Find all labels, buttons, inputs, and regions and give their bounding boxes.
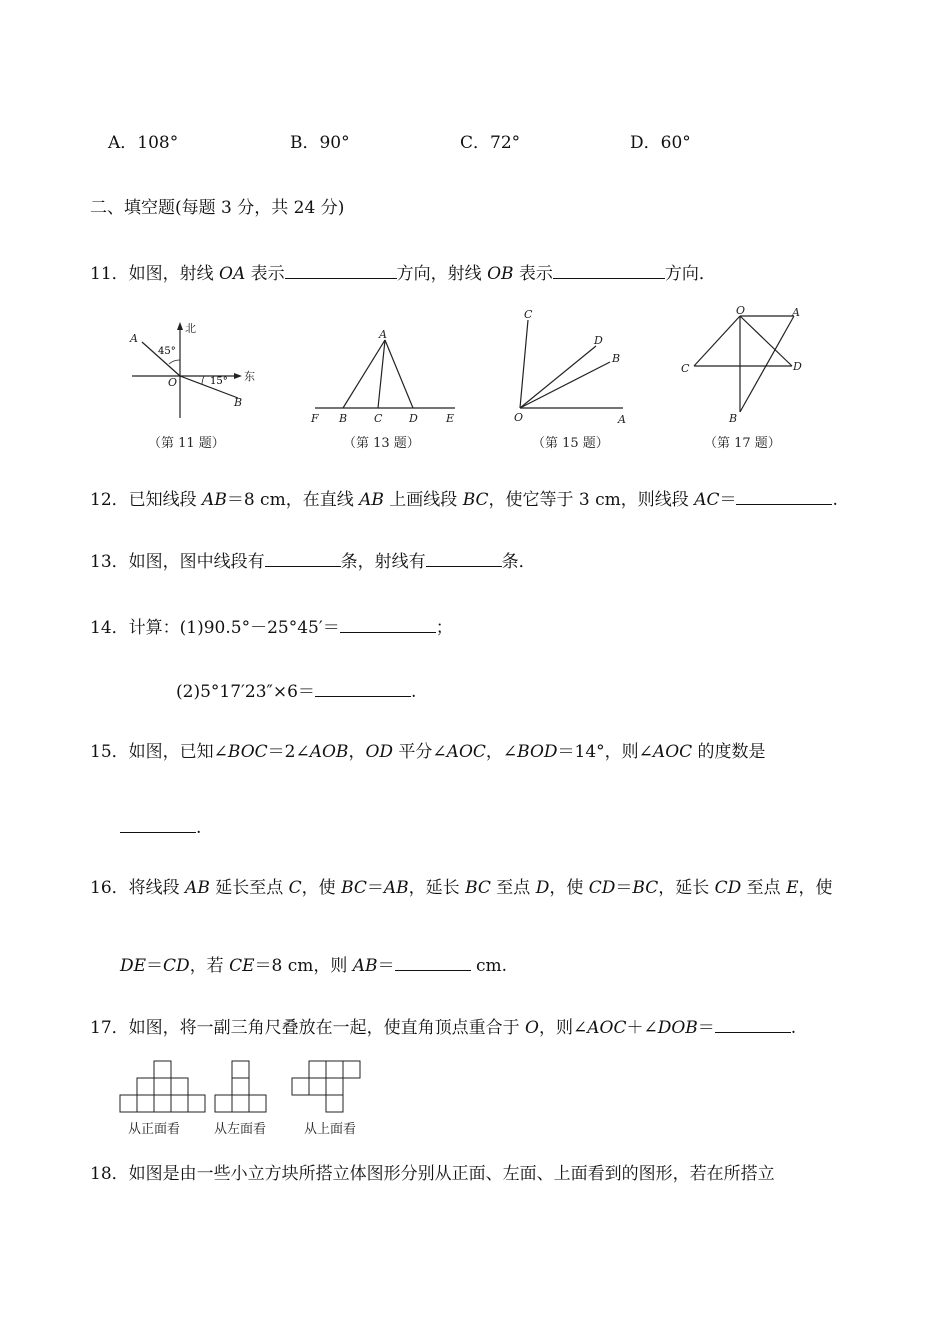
text: . [196, 818, 202, 838]
var: BOD [517, 742, 558, 762]
text: 上画线段 [383, 490, 463, 510]
figure-13 [305, 326, 465, 451]
text: 如图，射线 [128, 264, 220, 284]
text: 至点 [490, 878, 536, 898]
text: ，则∠ [538, 1018, 588, 1038]
text: ； [435, 618, 453, 638]
var: OD [365, 742, 394, 762]
var: DE [120, 956, 147, 976]
text: 条，射线有 [340, 552, 426, 572]
point-d-label: D [594, 334, 603, 347]
var: BC [462, 490, 489, 510]
text: ，使 [798, 878, 833, 898]
text: (2)5°17′23″×6＝ [176, 682, 315, 702]
question-12 [90, 486, 838, 512]
text: ，使 [301, 878, 342, 898]
figure-13-caption: （第 13 题） [343, 436, 420, 451]
figure-11 [120, 318, 270, 451]
text: 延长至点 [209, 878, 289, 898]
text: ，使它等于 3 cm，则线段 [488, 490, 695, 510]
text: 如图，图中线段有 [128, 552, 265, 572]
figure-13-drawing [305, 326, 465, 426]
var: AB [352, 956, 378, 976]
three-views-figure [118, 1058, 368, 1138]
var: AC [694, 490, 720, 510]
figure-15 [508, 306, 638, 451]
text: . [832, 490, 838, 510]
point-o-label: O [168, 376, 178, 389]
point-o-label: O [514, 411, 524, 424]
var: AOC [446, 742, 486, 762]
front-view [120, 1061, 205, 1112]
answer-blank[interactable] [553, 260, 665, 279]
answer-blank[interactable] [315, 678, 411, 697]
text: ，∠ [485, 742, 518, 762]
var: E [786, 878, 799, 898]
point-a-label: A [792, 306, 800, 319]
text: 至点 [741, 878, 787, 898]
point-c-label: C [524, 308, 533, 321]
figure-17 [676, 304, 816, 451]
option-a: A．108° [108, 133, 179, 153]
question-number: 13． [90, 552, 129, 572]
var: OB [487, 264, 514, 284]
answer-blank[interactable] [120, 814, 196, 833]
text: ＝ [146, 956, 164, 976]
question-15 [90, 740, 766, 764]
var: OA [219, 264, 246, 284]
text: ，延长 [658, 878, 715, 898]
var: CE [229, 956, 255, 976]
point-o-label: O [736, 304, 746, 317]
var: O [525, 1018, 539, 1038]
var: CD [714, 878, 742, 898]
question-number: 15． [90, 742, 129, 762]
left-view [215, 1061, 266, 1112]
answer-blank[interactable] [340, 614, 436, 633]
figure-15-caption: （第 15 题） [532, 436, 609, 451]
option-b: B．90° [290, 133, 350, 153]
var: BC [465, 878, 491, 898]
point-d-label: D [793, 360, 802, 373]
text: 表示 [245, 264, 285, 284]
var: AOC [652, 742, 693, 762]
point-b-label: B [612, 352, 621, 365]
point-b-label: B [339, 412, 348, 425]
text: ＝ [719, 490, 737, 510]
point-a-label: A [618, 413, 626, 426]
answer-blank[interactable] [285, 260, 397, 279]
text: . [790, 1018, 797, 1038]
text: 将线段 [128, 878, 186, 898]
var: BC [632, 878, 659, 898]
text: ＝ [615, 878, 633, 898]
figure-15-drawing [508, 306, 638, 426]
text: ＝14°，则∠ [557, 742, 653, 762]
text: 如图是由一些小立方块所搭立体图形分别从正面、左面、上面看到的图形，若在所搭立 [128, 1164, 775, 1184]
text: . [410, 682, 417, 702]
text: ＝2∠ [267, 742, 310, 762]
question-15-answer [120, 814, 201, 840]
point-e-label: E [446, 412, 455, 425]
question-16-line-2 [120, 952, 507, 978]
point-f-label: F [311, 412, 319, 425]
text: ＝ [366, 878, 384, 898]
var: BOC [227, 742, 268, 762]
point-a-label: A [379, 328, 387, 341]
text: 如图，将一副三角尺叠放在一起，使直角顶点重合于 [128, 1018, 526, 1038]
text: ，若 [189, 956, 230, 976]
figure-17-caption: （第 17 题） [704, 436, 781, 451]
question-number: 11． [90, 264, 129, 284]
var: C [288, 878, 302, 898]
question-17 [90, 1014, 796, 1040]
question-14 [90, 614, 453, 640]
top-view [292, 1061, 360, 1112]
text: 如图，已知∠ [128, 742, 228, 762]
option-c: C．72° [460, 133, 521, 153]
angle-15-label: 15° [210, 376, 228, 387]
var: AOB [309, 742, 349, 762]
var: AB [359, 490, 384, 510]
var: AB [185, 878, 210, 898]
text: 平分∠ [393, 742, 447, 762]
north-label: 北 [185, 322, 196, 335]
text: 已知线段 [128, 490, 203, 510]
question-13 [90, 548, 536, 574]
answer-blank[interactable] [715, 1014, 791, 1033]
text: ＝ [697, 1018, 715, 1038]
point-b-label: B [729, 412, 738, 425]
section-heading: 二、填空题(每题 3 分，共 24 分) [90, 198, 345, 218]
east-label: 东 [244, 370, 255, 383]
text: 计算：(1)90.5°－25°45′＝ [128, 618, 340, 638]
figure-11-drawing [120, 318, 270, 418]
question-11 [90, 260, 716, 286]
var: D [535, 878, 550, 898]
question-number: 16． [90, 878, 129, 898]
left-view-label: 从左面看 [214, 1122, 267, 1137]
question-number: 12． [90, 490, 129, 510]
answer-blank[interactable] [736, 486, 832, 505]
text: 的度数是 [692, 742, 766, 762]
var: CD [588, 878, 616, 898]
var: DOB [657, 1018, 698, 1038]
text: ，使 [549, 878, 589, 898]
question-18 [90, 1162, 775, 1186]
point-d-label: D [409, 412, 418, 425]
text: ， [348, 742, 366, 762]
question-number: 17． [90, 1018, 129, 1038]
text: ＝8 cm，则 [254, 956, 353, 976]
text: ，延长 [408, 878, 466, 898]
three-views-drawing [118, 1058, 368, 1116]
front-view-label: 从正面看 [128, 1122, 181, 1137]
var: AB [202, 490, 227, 510]
point-c-label: C [374, 412, 383, 425]
text: cm. [470, 956, 508, 976]
text: ＋∠ [626, 1018, 658, 1038]
text: 表示 [513, 264, 553, 284]
point-a-label: A [130, 332, 138, 345]
answer-blank[interactable] [265, 548, 341, 567]
answer-blank[interactable] [395, 952, 471, 971]
text: ＝ [377, 956, 395, 976]
text: ＝8 cm，在直线 [226, 490, 360, 510]
question-number: 18． [90, 1164, 129, 1184]
var: AOC [587, 1018, 627, 1038]
point-c-label: C [681, 362, 690, 375]
text: 条． [501, 552, 536, 572]
figure-17-drawing [676, 304, 816, 426]
answer-blank[interactable] [426, 548, 502, 567]
var: AB [383, 878, 409, 898]
figure-11-caption: （第 11 题） [148, 436, 225, 451]
text: 方向． [664, 264, 716, 284]
text: 方向，射线 [396, 264, 488, 284]
var: CD [163, 956, 190, 976]
option-d: D．60° [630, 133, 691, 153]
top-view-label: 从上面看 [304, 1122, 357, 1137]
question-16 [90, 876, 833, 900]
point-b-label: B [234, 396, 243, 409]
angle-45-label: 45° [158, 346, 176, 357]
var: BC [341, 878, 367, 898]
question-number: 14． [90, 618, 129, 638]
question-14-part-2 [176, 678, 416, 704]
